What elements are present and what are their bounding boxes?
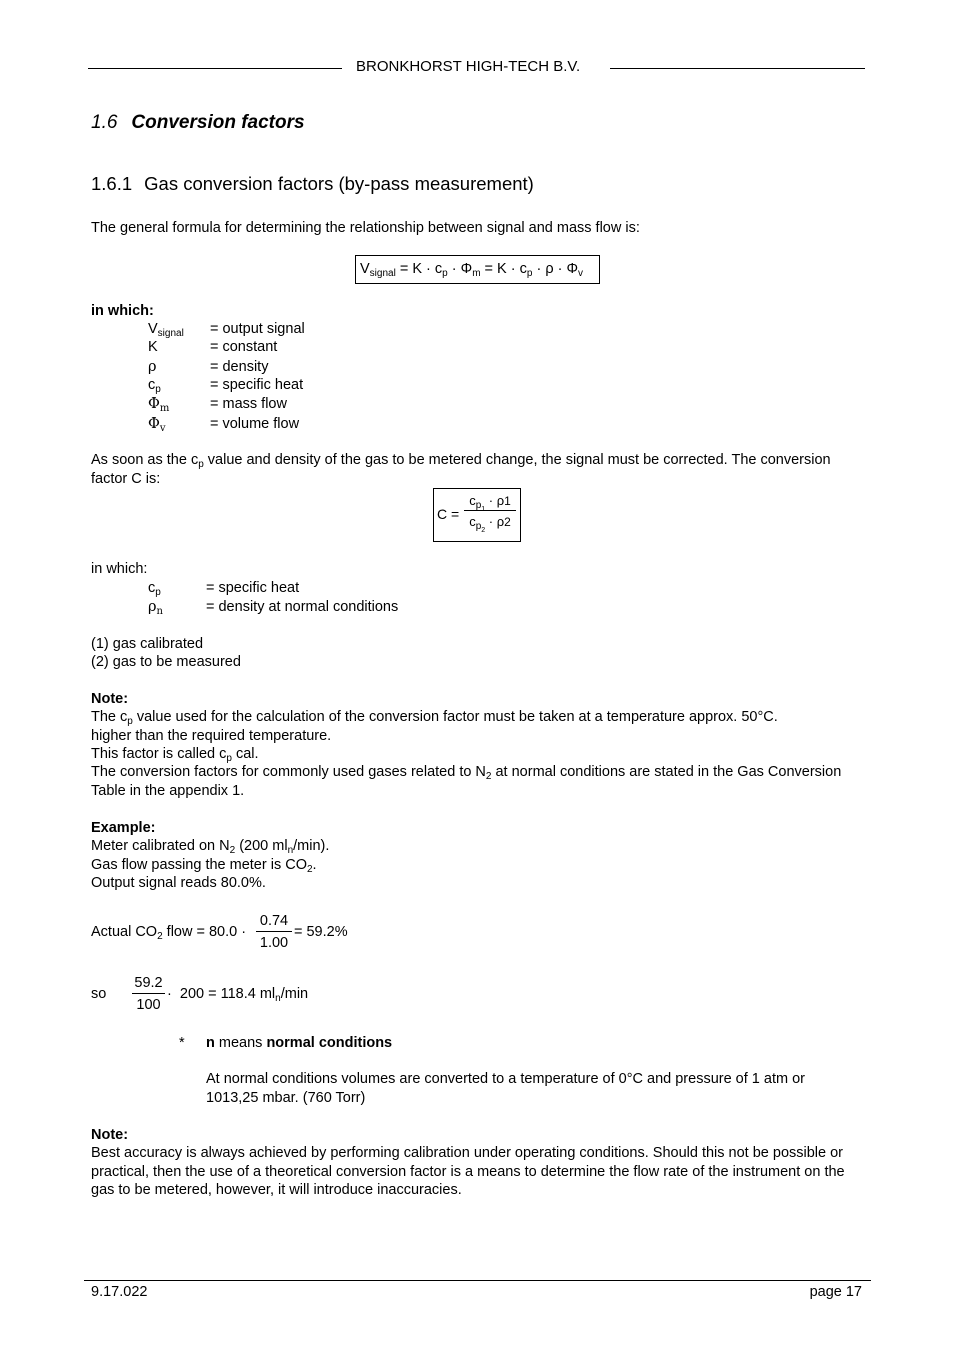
section-title: Conversion factors: [131, 112, 305, 133]
definition-text: = specific heat: [210, 377, 304, 393]
conversion-formula-lhs: C =: [437, 506, 460, 522]
example-line: Meter calibrated on $N_2$ (200 $ml_n/\min$).: [91, 838, 330, 856]
note-line: higher than the required temperature.: [91, 728, 332, 744]
conversion-formula-box: [433, 488, 521, 542]
calc2-fraction: [132, 974, 165, 1014]
definition-symbol: $\Phi_m$: [148, 396, 170, 414]
definition-text: = density: [210, 359, 269, 375]
definition-symbol: K: [148, 339, 158, 355]
definition-symbol: $c_p$: [148, 377, 161, 395]
example-line: Gas flow passing the meter is $CO_2$.: [91, 857, 317, 875]
definition-symbol: ρ: [148, 359, 157, 375]
footer-rule: [84, 1280, 871, 1281]
subsection-heading: [91, 175, 534, 194]
calc2-denominator: 100: [136, 996, 161, 1013]
in-which-label-2: in which:: [91, 561, 148, 577]
definition-symbol: $c_p$: [148, 580, 161, 598]
note-line: The conversion factors for commonly used gases related to $N_2$ at normal conditions are stated in the Gas Conversion Table in the appendix 1.: [91, 764, 842, 799]
calc-result: = 59.2%: [294, 924, 348, 940]
definition-text: = volume flow: [210, 416, 300, 432]
note-label: Note:: [91, 691, 129, 707]
gas-note-1: (1) gas calibrated: [91, 636, 204, 652]
signal-formula: $V_{signal} = K \cdot c_p \cdot \Phi_m = K \cdot c_p \cdot \rho \cdot \Phi_v$: [360, 261, 584, 279]
conversion-formula-numerator: $c_{p_1} \cdot \rho 1$: [464, 493, 516, 511]
in-which-label: in which:: [91, 303, 154, 319]
section-number: 1.6: [91, 112, 118, 133]
calc2-numerator: 59.2: [132, 974, 165, 994]
note2-label: Note:: [91, 1127, 129, 1143]
section-heading: [91, 114, 305, 133]
footer-doc-number: 9.17.022: [91, 1284, 148, 1300]
note2-text: Best accuracy is always achieved by performing calibration under operating conditions. Should this not be possible or practical, then the use of a theoretical conversion factor is a means to determine the flow rate of the instrument on the gas to be metered, however, it will introduce inaccuracies.: [91, 1145, 845, 1198]
footnote-star: *: [179, 1035, 185, 1051]
definition-text: = constant: [210, 339, 278, 355]
calc-so: so: [91, 986, 107, 1002]
definition-text: = specific heat: [206, 580, 300, 596]
subsection-title: Gas conversion factors (by-pass measurement): [144, 173, 534, 194]
definition-text: = density at normal conditions: [206, 599, 399, 615]
definition-text: = mass flow: [210, 396, 287, 412]
definition-text: = output signal: [210, 321, 305, 337]
correction-paragraph: As soon as the $c_p$ value and density of the gas to be metered change, the signal must be corrected. The conversion factor C is:: [91, 452, 831, 487]
definition-symbol: $\rho_n$: [148, 599, 163, 617]
conversion-formula-denominator: $c_{p_2} \cdot \rho 2$: [469, 514, 511, 534]
calc2-result: · 200 = 118.4 $ml_n/\min$: [167, 986, 309, 1004]
intro-paragraph: The general formula for determining the relationship between signal and mass flow is:: [91, 220, 640, 236]
calc-denominator: 1.00: [259, 934, 289, 951]
calc-fraction: [256, 912, 292, 952]
calc-actual-flow: Actual $CO_2$ flow = 80.0 ·: [91, 924, 247, 942]
conversion-formula-fraction: [464, 493, 516, 534]
example-label: Example:: [91, 820, 156, 836]
note-line: This factor is called $c_p$ cal.: [91, 746, 259, 764]
note-line: The $c_p$ value used for the calculation of the conversion factor must be taken at a temperature approx. 50°C.: [91, 709, 778, 727]
header-rule-left: [88, 68, 342, 69]
definition-symbol: $\Phi_v$: [148, 416, 166, 434]
footnote-title: n means normal conditions: [206, 1035, 393, 1051]
subsection-number: 1.6.1: [91, 173, 133, 194]
footer-page-number: page 17: [809, 1284, 862, 1300]
calc-numerator: 0.74: [256, 912, 292, 932]
gas-note-2: (2) gas to be measured: [91, 654, 241, 670]
footnote-text: At normal conditions volumes are converted to a temperature of 0°C and pressure of 1 atm or 1013,25 mbar. (760 Torr): [206, 1071, 805, 1106]
header-company: BRONKHORST HIGH-TECH B.V.: [356, 58, 581, 75]
example-line: Output signal reads 80.0%.: [91, 875, 266, 891]
header-rule-right: [610, 68, 865, 69]
signal-formula-box: [355, 255, 600, 284]
definition-symbol: $V_{signal}$: [148, 321, 184, 339]
